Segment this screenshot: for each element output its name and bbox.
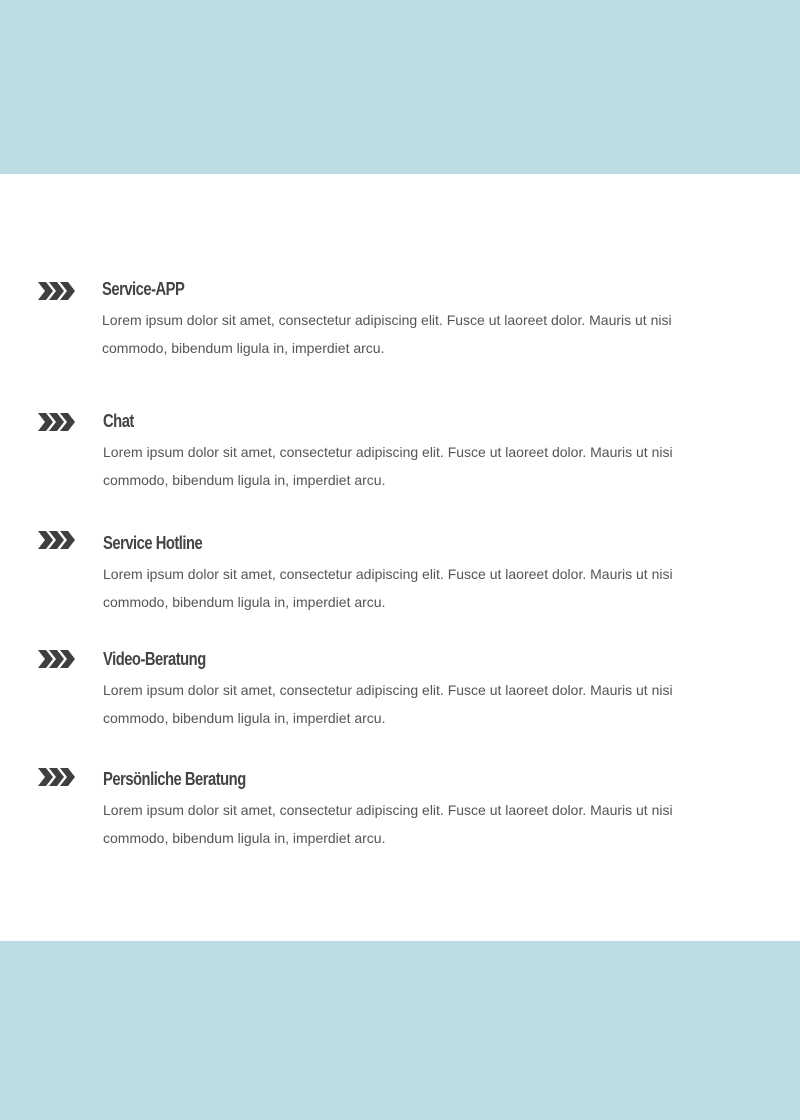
service-description: Lorem ipsum dolor sit amet, consectetur adipiscing elit. Fusce ut laoreet dolor. Mauris ut nisi commodo, bibendum ligula in, imperdiet arcu. <box>102 312 672 356</box>
triple-chevron-right-icon <box>38 531 76 549</box>
service-description: Lorem ipsum dolor sit amet, consectetur adipiscing elit. Fusce ut laoreet dolor. Mauris ut nisi commodo, bibendum ligula in, imperdiet arcu. <box>103 566 673 610</box>
triple-chevron-right-icon <box>38 650 76 668</box>
bottom-banner <box>0 941 800 1120</box>
triple-chevron-right-icon <box>38 282 76 300</box>
service-description: Lorem ipsum dolor sit amet, consectetur adipiscing elit. Fusce ut laoreet dolor. Mauris ut nisi commodo, bibendum ligula in, imperdiet arcu. <box>103 802 673 846</box>
service-description: Lorem ipsum dolor sit amet, consectetur adipiscing elit. Fusce ut laoreet dolor. Mauris ut nisi commodo, bibendum ligula in, imperdiet arcu. <box>103 682 673 726</box>
service-title: Persönliche Beratung <box>103 769 246 789</box>
service-title: Service-APP <box>102 279 185 299</box>
service-description: Lorem ipsum dolor sit amet, consectetur adipiscing elit. Fusce ut laoreet dolor. Mauris ut nisi commodo, bibendum ligula in, imperdiet arcu. <box>103 444 673 488</box>
service-title: Chat <box>103 411 134 431</box>
service-title: Service Hotline <box>103 533 203 553</box>
service-title: Video-Beratung <box>103 649 206 669</box>
service-list <box>0 174 800 941</box>
triple-chevron-right-icon <box>38 413 76 431</box>
top-banner <box>0 0 800 174</box>
triple-chevron-right-icon <box>38 768 76 786</box>
